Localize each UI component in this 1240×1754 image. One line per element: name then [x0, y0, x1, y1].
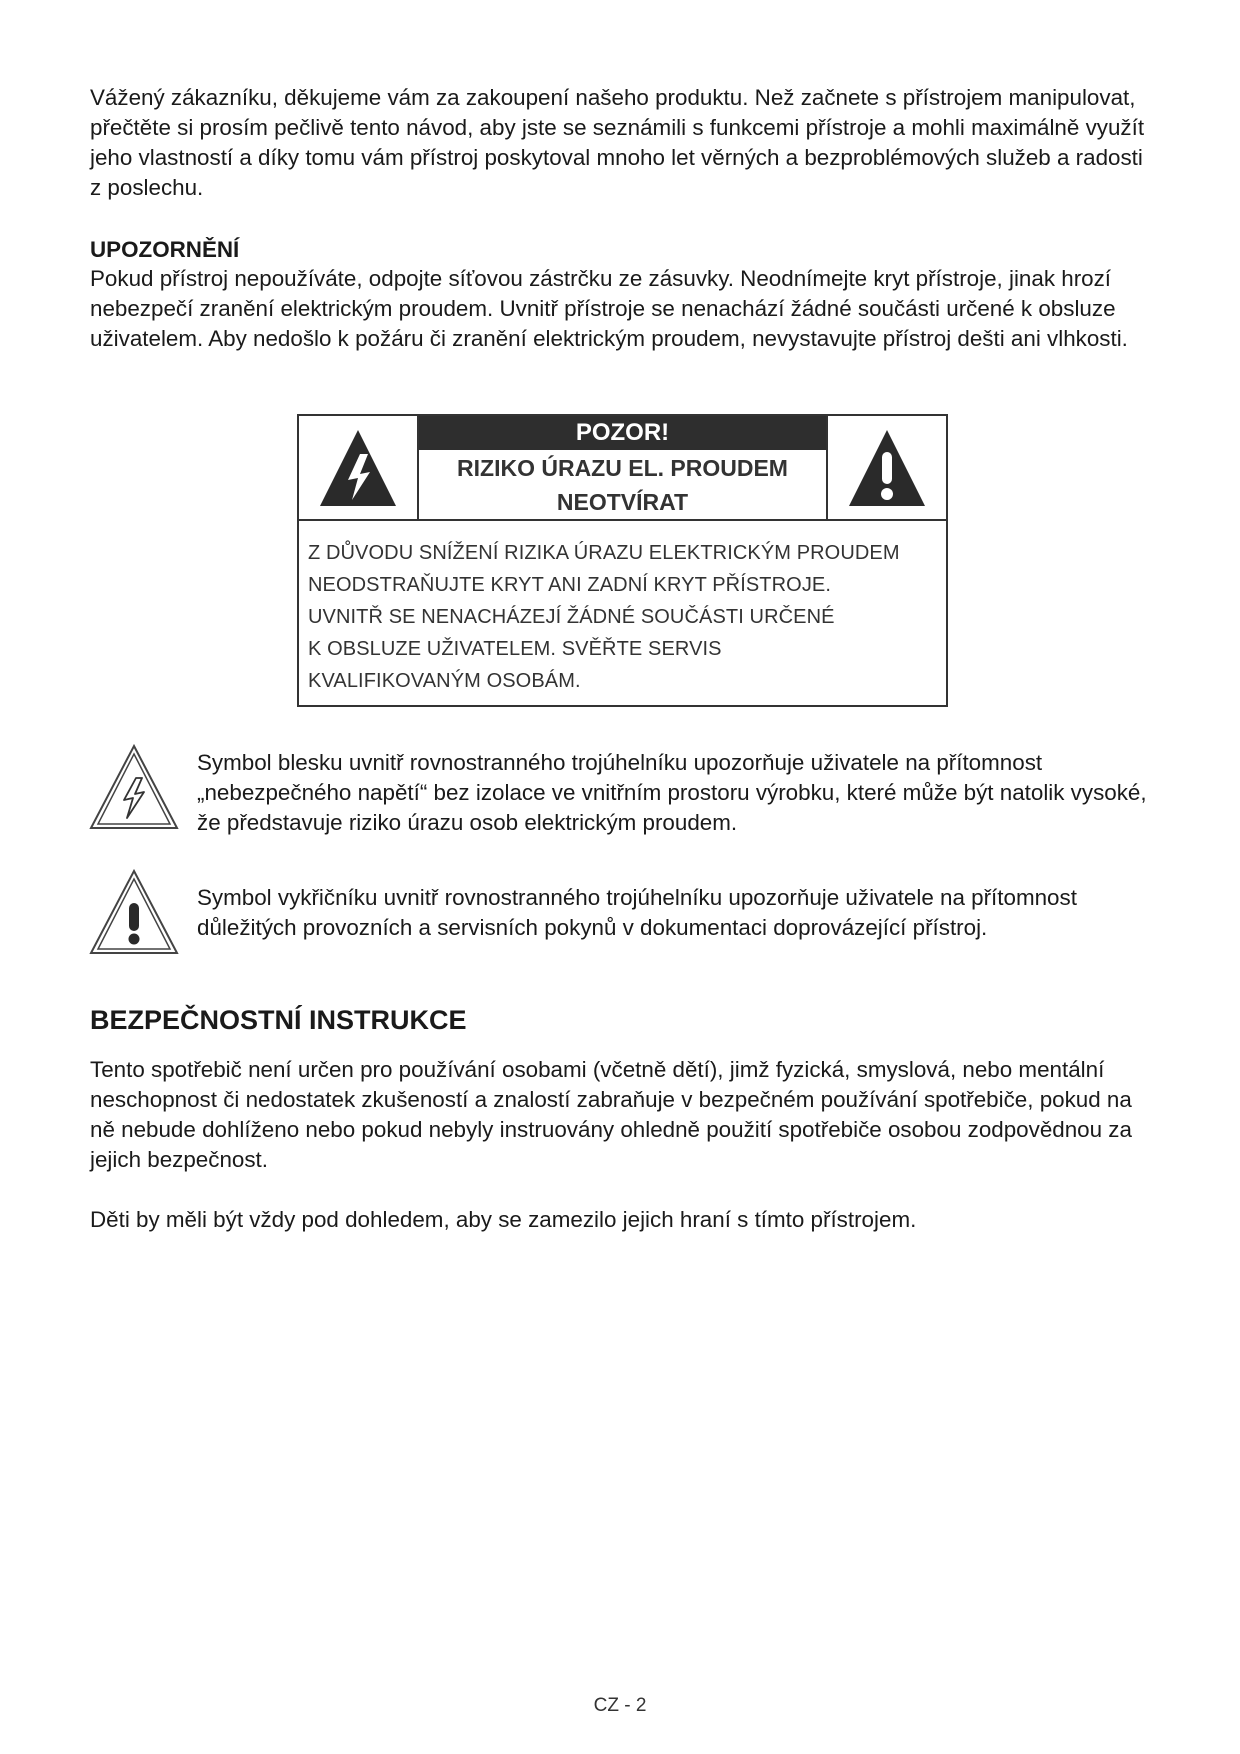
caution-title: POZOR! — [419, 416, 826, 450]
lightning-symbol-description: Symbol blesku uvnitř rovnostranného trojúhelníku upozorňuje uživatele na přítomnost „nebezpečného napětí“ bez izolace ve vnitřním prostoru výrobku, které může být natolik vysoké, že představuje riziko úrazu osob elektrickým proudem. — [197, 750, 1147, 835]
caution-exclamation-cell — [826, 416, 946, 519]
exclamation-outline-icon — [88, 867, 180, 959]
caution-subtitle-line2: NEOTVÍRAT — [556, 489, 689, 515]
exclamation-symbol-description: Symbol vykřičníku uvnitř rovnostranného trojúhelníku upozorňuje uživatele na přítomnost důležitých provozních a servisních pokynů v dokumentaci doprovázející přístroj. — [197, 885, 1077, 940]
caution-title-cell — [419, 416, 826, 519]
caution-body-line: KVALIFIKOVANÝM OSOBÁM. — [308, 670, 581, 692]
safety-heading: BEZPEČNOSTNÍ INSTRUKCE — [90, 1005, 467, 1035]
caution-body-line: UVNITŘ SE NENACHÁZEJÍ ŽÁDNÉ SOUČÁSTI URČENÉ — [308, 606, 835, 628]
warning-heading: UPOZORNĚNÍ — [90, 237, 240, 262]
caution-body-line: K OBSLUZE UŽIVATELEM. SVĚŘTE SERVIS — [308, 638, 722, 660]
lightning-triangle-icon — [318, 428, 398, 508]
caution-label-box — [297, 414, 948, 707]
lightning-outline-icon — [88, 742, 180, 834]
caution-header-row — [299, 416, 946, 521]
safety-paragraph-1: Tento spotřebič není určen pro používání osobami (včetně dětí), jimž fyzická, smyslová, nebo mentální neschopnost či nedostatek zkušeností a znalostí zabraňuje v bezpečném používání spotřebiče, pokud na ně nebude dohlíženo nebo pokud nebyly instruovány ohledně použití spotřebiče osobou zodpovědnou za jejich bezpečnost. — [90, 1057, 1132, 1172]
caution-lightning-cell — [299, 416, 419, 519]
intro-paragraph: Vážený zákazníku, děkujeme vám za zakoupení našeho produktu. Než začnete s přístrojem manipulovat, přečtěte si prosím pečlivě tento návod, aby jste se seznámili s funkcemi přístroje a mohli maximálně využít jeho vlastností a díky tomu vám přístroj poskytoval mnoho let věrných a bezproblémových služeb a radosti z poslechu. — [90, 85, 1145, 200]
caution-body-line: Z DŮVODU SNÍŽENÍ RIZIKA ÚRAZU ELEKTRICKÝM PROUDEM — [308, 542, 900, 564]
caution-body-text — [308, 537, 948, 697]
caution-body-line: NEODSTRAŇUJTE KRYT ANI ZADNÍ KRYT PŘÍSTROJE. — [308, 574, 832, 596]
caution-subtitle-line1: RIZIKO ÚRAZU EL. PROUDEM — [457, 455, 788, 481]
page-number: CZ - 2 — [593, 1695, 647, 1716]
exclamation-triangle-icon — [847, 428, 927, 508]
safety-paragraph-2: Děti by měli být vždy pod dohledem, aby se zamezilo jejich hraní s tímto přístrojem. — [90, 1207, 917, 1232]
warning-paragraph: Pokud přístroj nepoužíváte, odpojte síťovou zástrčku ze zásuvky. Neodnímejte kryt přístroje, jinak hrozí nebezpečí zranění elektrickým proudem. Uvnitř přístroje se nenachází žádné součásti určené k obsluze uživatelem. Aby nedošlo k požáru či zranění elektrickým proudem, nevystavujte přístroj dešti ani vlhkosti. — [90, 266, 1128, 351]
